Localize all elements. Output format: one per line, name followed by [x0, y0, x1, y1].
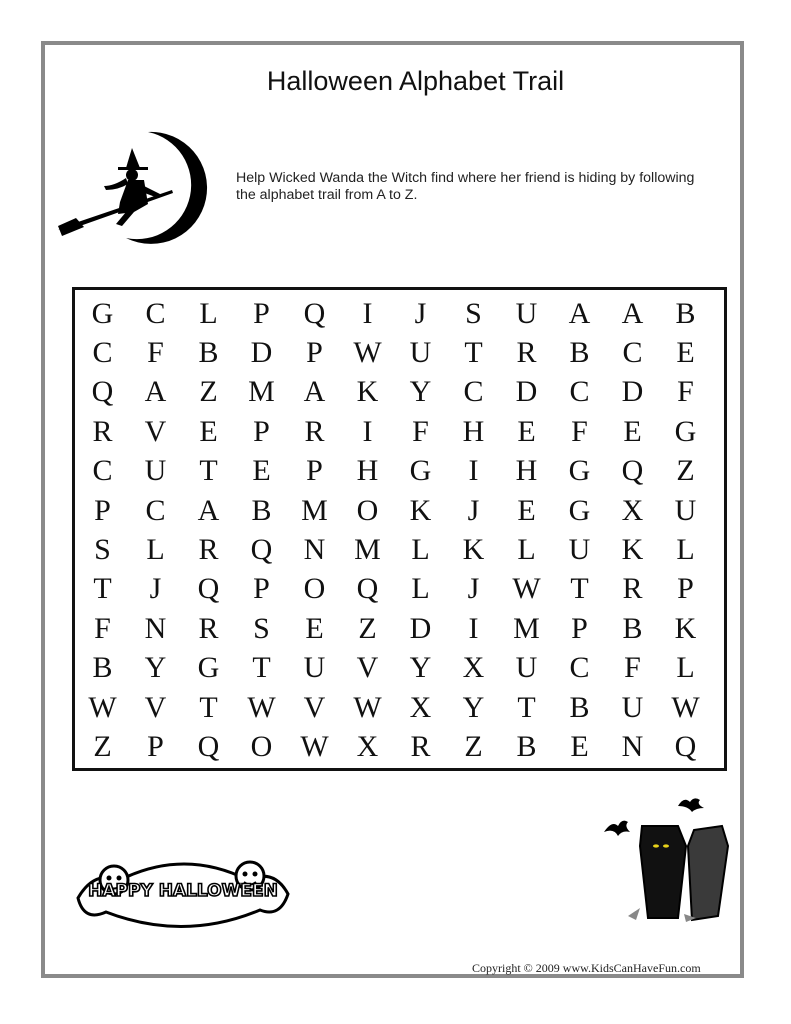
grid-letter: U	[303, 651, 326, 685]
grid-letter: V	[303, 690, 326, 724]
grid-letter: W	[671, 690, 700, 724]
grid-letter: E	[623, 414, 642, 448]
grid-letter: T	[517, 690, 536, 724]
grid-letter: O	[303, 572, 326, 606]
grid-letter: R	[198, 611, 219, 645]
grid-letter: L	[411, 533, 430, 567]
grid-letter: E	[252, 454, 271, 488]
grid-letter: T	[464, 336, 483, 370]
grid-letter: I	[362, 414, 373, 448]
grid-letter: H	[515, 454, 538, 488]
grid-letter: C	[145, 296, 166, 330]
grid-letter: B	[92, 651, 113, 685]
grid-letter: W	[247, 690, 276, 724]
grid-letter: E	[199, 414, 218, 448]
grid-letter: K	[674, 611, 697, 645]
grid-letter: X	[462, 651, 485, 685]
grid-letter: J	[414, 296, 427, 330]
grid-letter: M	[301, 493, 328, 527]
grid-letter: E	[305, 611, 324, 645]
grid-letter: G	[568, 454, 591, 488]
grid-letter: M	[248, 375, 275, 409]
grid-letter: Q	[250, 533, 273, 567]
grid-letter: P	[253, 572, 270, 606]
grid-letter: D	[250, 336, 273, 370]
grid-letter: B	[569, 336, 590, 370]
grid-letter: F	[94, 611, 111, 645]
grid-letter: L	[676, 533, 695, 567]
grid-letter: P	[147, 729, 164, 763]
grid-letter: Q	[197, 729, 220, 763]
letter-grid-box	[72, 287, 727, 771]
grid-letter: P	[253, 414, 270, 448]
grid-letter: C	[622, 336, 643, 370]
grid-letter: A	[621, 296, 644, 330]
instructions-text: Help Wicked Wanda the Witch find where her friend is hiding by following the alphabet trail from A to Z.	[236, 170, 695, 203]
grid-letter: Z	[464, 729, 483, 763]
grid-letter: D	[515, 375, 538, 409]
grid-letter: P	[94, 493, 111, 527]
grid-letter: L	[411, 572, 430, 606]
grid-letter: I	[362, 296, 373, 330]
grid-letter: C	[463, 375, 484, 409]
grid-letter: G	[91, 296, 114, 330]
grid-letter: E	[517, 493, 536, 527]
grid-letter: P	[306, 454, 323, 488]
grid-letter: L	[146, 533, 165, 567]
grid-letter: D	[621, 375, 644, 409]
grid-letter: N	[621, 729, 644, 763]
grid-letter: K	[621, 533, 644, 567]
grid-letter: L	[676, 651, 695, 685]
grid-letter: G	[568, 493, 591, 527]
grid-letter: H	[462, 414, 485, 448]
grid-letter: B	[251, 493, 272, 527]
grid-letter: B	[569, 690, 590, 724]
grid-letter: T	[93, 572, 112, 606]
grid-letter: P	[306, 336, 323, 370]
grid-letter: X	[356, 729, 379, 763]
grid-letter: E	[676, 336, 695, 370]
grid-letter: R	[410, 729, 431, 763]
grid-letter: L	[199, 296, 218, 330]
grid-letter: Q	[197, 572, 220, 606]
glowing-eye-icon	[653, 844, 659, 847]
bat-icon	[604, 821, 630, 836]
grid-letter: F	[412, 414, 429, 448]
grid-letter: Q	[303, 296, 326, 330]
grid-letter: G	[409, 454, 432, 488]
grid-letter: Z	[358, 611, 377, 645]
grid-letter: B	[622, 611, 643, 645]
grid-letter: T	[252, 651, 271, 685]
grid-letter: A	[197, 493, 220, 527]
grid-letter: L	[517, 533, 536, 567]
grid-letter: Z	[93, 729, 112, 763]
grid-letter: U	[515, 651, 538, 685]
grid-letter: K	[356, 375, 379, 409]
grid-letter: F	[624, 651, 641, 685]
grid-letter: T	[570, 572, 589, 606]
grid-letter: O	[356, 493, 379, 527]
grid-letter: D	[409, 611, 432, 645]
grid-letter: Q	[621, 454, 644, 488]
grid-letter: Y	[144, 651, 167, 685]
grid-letter: V	[144, 414, 167, 448]
grid-letter: C	[92, 336, 113, 370]
glowing-eye-icon	[663, 844, 669, 847]
grid-letter: U	[515, 296, 538, 330]
grid-letter: V	[356, 651, 379, 685]
grid-letter: Y	[409, 651, 432, 685]
grid-letter: W	[353, 336, 382, 370]
grid-letter: O	[250, 729, 273, 763]
grid-letter: U	[409, 336, 432, 370]
grid-letter: W	[353, 690, 382, 724]
grid-letter: K	[409, 493, 432, 527]
grid-letter: T	[199, 454, 218, 488]
grid-letter: X	[409, 690, 432, 724]
coffin-icon	[640, 826, 686, 918]
grid-letter: M	[513, 611, 540, 645]
grid-letter: R	[622, 572, 643, 606]
grid-letter: K	[462, 533, 485, 567]
grid-letter: Z	[676, 454, 695, 488]
grid-letter: F	[571, 414, 588, 448]
letter-grid	[83, 294, 719, 766]
grid-letter: Y	[409, 375, 432, 409]
grid-letter: S	[253, 611, 270, 645]
grid-letter: E	[570, 729, 589, 763]
grid-letter: R	[92, 414, 113, 448]
grid-letter: Q	[356, 572, 379, 606]
grid-letter: G	[197, 651, 220, 685]
grid-letter: W	[300, 729, 329, 763]
grid-letter: R	[516, 336, 537, 370]
grid-letter: U	[144, 454, 167, 488]
grid-letter: C	[569, 375, 590, 409]
grid-letter: T	[199, 690, 218, 724]
grid-letter: P	[677, 572, 694, 606]
grid-letter: A	[568, 296, 591, 330]
grid-letter: H	[356, 454, 379, 488]
bat-icon	[678, 798, 704, 812]
grid-letter: S	[94, 533, 111, 567]
grid-letter: N	[303, 533, 326, 567]
grid-letter: A	[144, 375, 167, 409]
grid-letter: V	[144, 690, 167, 724]
grid-letter: I	[468, 611, 479, 645]
grid-letter: Z	[199, 375, 218, 409]
grid-letter: J	[467, 493, 480, 527]
copyright-text: Copyright © 2009 www.KidsCanHaveFun.com	[472, 961, 701, 975]
grid-letter: J	[149, 572, 162, 606]
grid-letter: Q	[91, 375, 114, 409]
grid-letter: U	[674, 493, 697, 527]
grid-letter: B	[516, 729, 537, 763]
grid-letter: B	[198, 336, 219, 370]
grid-letter: B	[675, 296, 696, 330]
coffin-lid-icon	[688, 826, 728, 920]
grid-letter: X	[621, 493, 644, 527]
grid-letter: R	[304, 414, 325, 448]
witch-moon-illustration	[56, 128, 210, 244]
grid-letter: I	[468, 454, 479, 488]
grid-letter: P	[253, 296, 270, 330]
grid-letter: C	[569, 651, 590, 685]
coffin-bats-illustration	[600, 796, 732, 922]
grid-letter: R	[198, 533, 219, 567]
grid-letter: C	[92, 454, 113, 488]
grid-letter: W	[88, 690, 117, 724]
grid-letter: N	[144, 611, 167, 645]
grid-letter: F	[147, 336, 164, 370]
grid-letter: M	[354, 533, 381, 567]
grid-letter: W	[512, 572, 541, 606]
grid-letter: J	[467, 572, 480, 606]
page-title: Halloween Alphabet Trail	[266, 66, 565, 96]
grid-letter: F	[677, 375, 694, 409]
grid-letter: Q	[674, 729, 697, 763]
grid-letter: U	[568, 533, 591, 567]
grid-letter: C	[145, 493, 166, 527]
grid-letter: G	[674, 414, 697, 448]
happy-halloween-banner	[74, 840, 292, 944]
banner-text: HAPPY HALLOWEEN	[88, 881, 278, 901]
grid-letter: P	[571, 611, 588, 645]
grid-letter: E	[517, 414, 536, 448]
grid-letter: A	[303, 375, 326, 409]
grid-letter: S	[465, 296, 482, 330]
grid-letter: Y	[462, 690, 485, 724]
grid-letter: U	[621, 690, 644, 724]
